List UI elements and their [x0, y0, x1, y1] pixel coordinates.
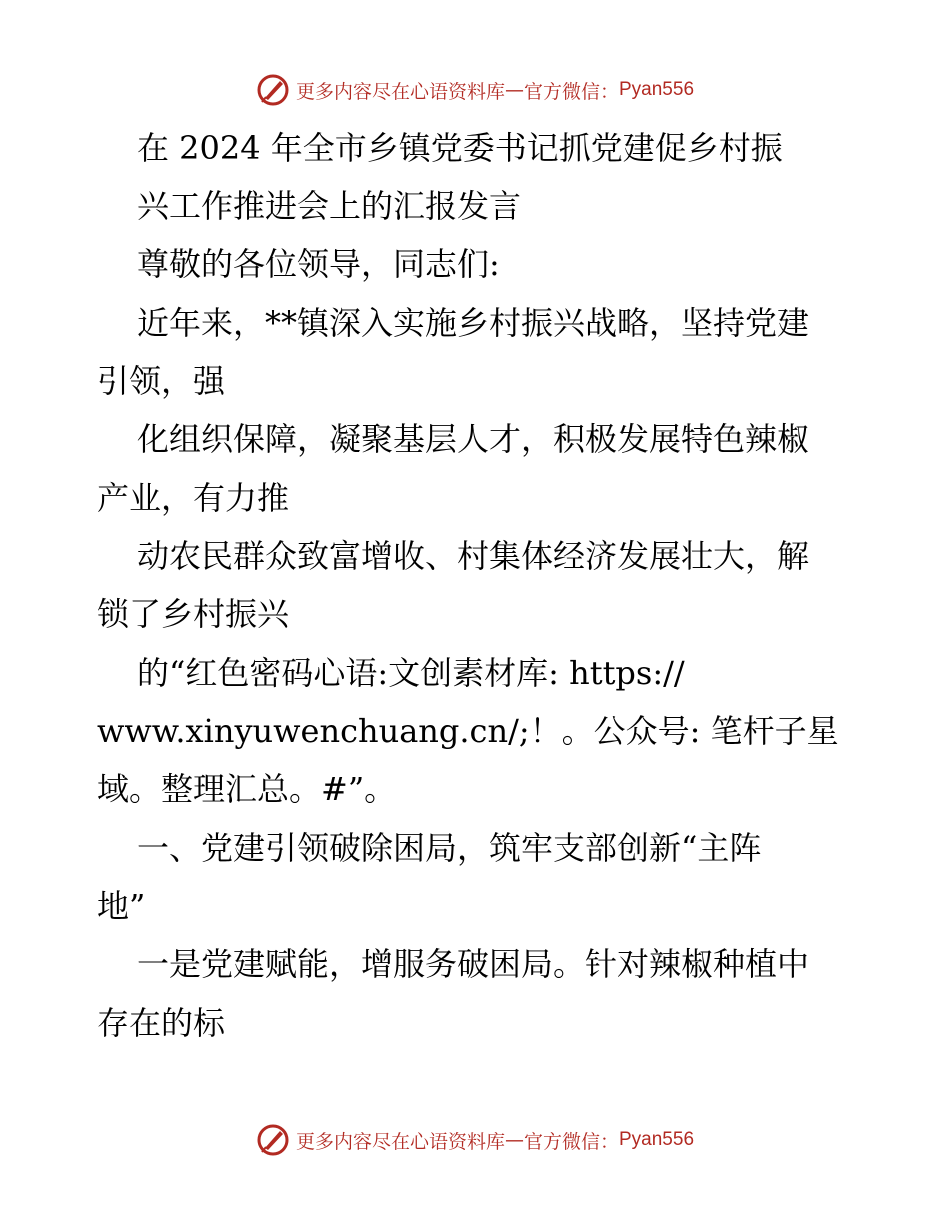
watermark-label: 官方微信：: [523, 1130, 619, 1153]
watermark-label: 官方微信：: [523, 80, 619, 103]
paragraph-line: 一是党建赋能，增服务破困局。针对辣椒种植中: [137, 945, 810, 983]
watermark-separator: —: [504, 1129, 524, 1151]
salutation: 尊敬的各位领导，同志们:: [137, 245, 500, 283]
section-heading-1-cont: 地”: [97, 887, 146, 925]
watermark-wechat-id: Pyan556: [619, 1129, 695, 1150]
quill-logo-icon: [256, 73, 290, 107]
quill-logo-icon: [256, 1123, 290, 1157]
paragraph-line: 引领，强: [97, 362, 226, 400]
paragraph-line: 产业，有力推: [97, 479, 290, 517]
document-title-line-2: 兴工作推进会上的汇报发言: [137, 187, 522, 225]
watermark-banner-top: [0, 70, 950, 110]
watermark-separator: —: [504, 79, 524, 101]
paragraph-line: 动农民群众致富增收、村集体经济发展壮大，解: [137, 537, 810, 575]
paragraph-line: 的“红色密码心语:文创素材库: https://: [137, 654, 685, 692]
paragraph-line: 锁了乡村振兴: [97, 595, 290, 633]
paragraph-line: 近年来，**镇深入实施乡村振兴战略，坚持党建: [137, 304, 810, 342]
section-heading-1: 一、党建引领破除困局，筑牢支部创新“主阵: [137, 829, 762, 867]
watermark-wechat-id: Pyan556: [619, 79, 695, 100]
watermark-banner-bottom: [0, 1120, 950, 1160]
watermark-text: 更多内容尽在心语资料库: [295, 80, 505, 103]
watermark-text: 更多内容尽在心语资料库: [295, 1130, 505, 1153]
paragraph-line: 存在的标: [97, 1004, 226, 1042]
paragraph-line: 化组织保障，凝聚基层人才，积极发展特色辣椒: [137, 420, 810, 458]
document-title-line-1: 在 2024 年全市乡镇党委书记抓党建促乡村振: [137, 129, 783, 167]
paragraph-line: 域。整理汇总。#”。: [97, 770, 397, 808]
paragraph-line-url: www.xinyuwenchuang.cn/;！。公众号: 笔杆子星: [97, 712, 839, 750]
